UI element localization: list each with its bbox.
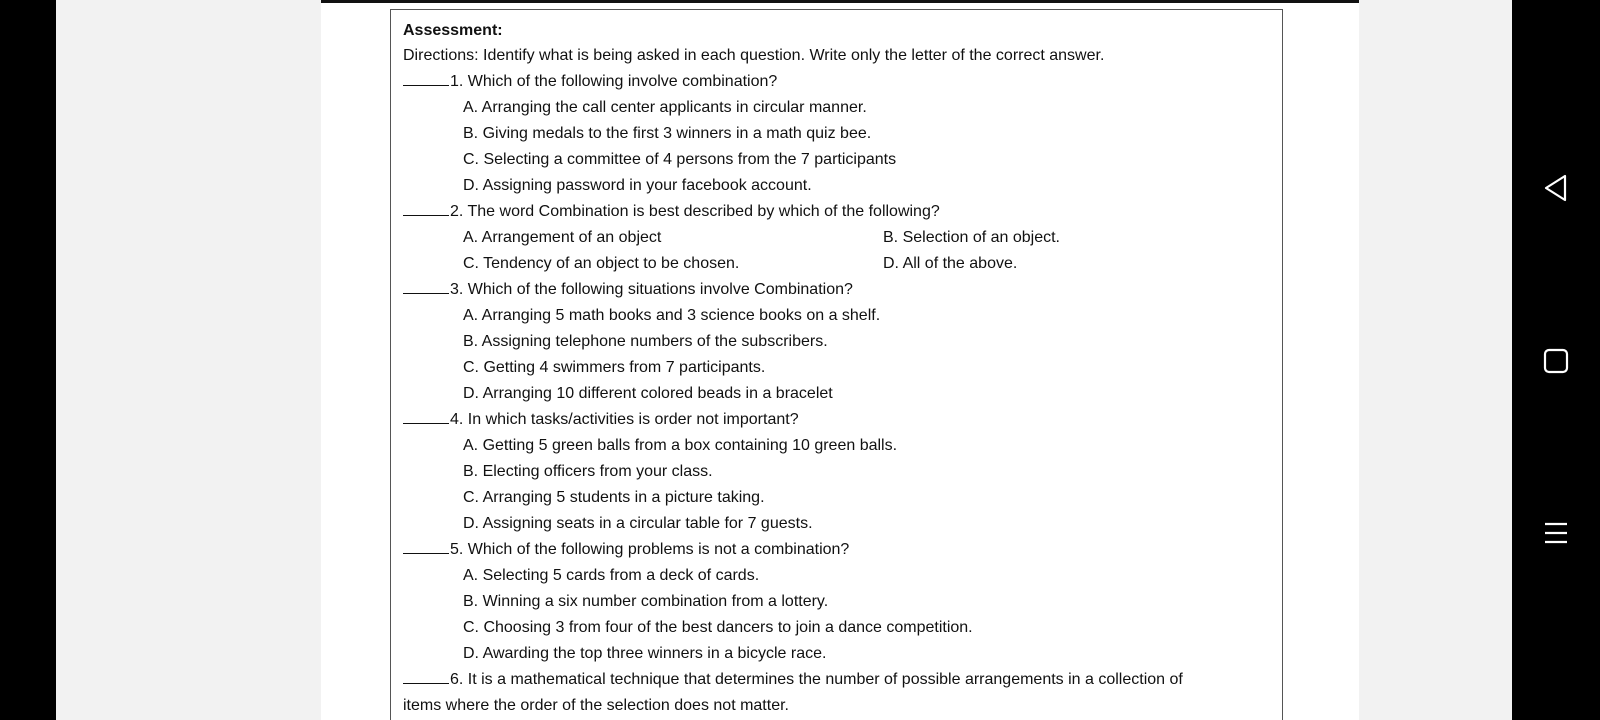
recents-button[interactable] — [1512, 503, 1600, 563]
answer-blank — [403, 541, 449, 554]
option-5b: B. Winning a six number combination from a lottery. — [463, 593, 829, 610]
question-1 — [403, 72, 777, 92]
assessment-box — [390, 9, 1283, 720]
option-4a: A. Getting 5 green balls from a box containing 10 green balls. — [463, 437, 898, 454]
option-3a: A. Arranging 5 math books and 3 science books on a shelf. — [463, 307, 881, 324]
document-viewer[interactable] — [56, 0, 1512, 720]
question-text: 6. It is a mathematical technique that determines the number of possible arrangements in a collection of — [450, 671, 1183, 688]
option-1a: A. Arranging the call center applicants in circular manner. — [463, 99, 867, 116]
question-4 — [403, 410, 799, 430]
question-text: 4. In which tasks/activities is order not important? — [450, 411, 799, 428]
option-3d: D. Arranging 10 different colored beads in a bracelet — [463, 385, 833, 402]
answer-blank — [403, 203, 449, 216]
option-3c: C. Getting 4 swimmers from 7 participants. — [463, 359, 766, 376]
option-3b: B. Assigning telephone numbers of the subscribers. — [463, 333, 828, 350]
back-button[interactable] — [1512, 158, 1600, 218]
android-nav-bar — [1512, 0, 1600, 720]
option-1c: C. Selecting a committee of 4 persons from the 7 participants — [463, 151, 897, 168]
directions-text: Directions: Identify what is being asked in each question. Write only the letter of the correct answer. — [403, 47, 1105, 64]
answer-blank — [403, 411, 449, 424]
question-6 — [403, 670, 1183, 690]
option-1b: B. Giving medals to the first 3 winners in a math quiz bee. — [463, 125, 872, 142]
option-2b: B. Selection of an object. — [883, 229, 1060, 246]
three-lines-menu-icon — [1541, 518, 1571, 548]
question-text: 5. Which of the following problems is not a combination? — [450, 541, 850, 558]
question-2 — [403, 202, 940, 222]
question-6-continued: items where the order of the selection does not matter. — [403, 697, 789, 714]
question-5 — [403, 540, 849, 560]
option-4c: C. Arranging 5 students in a picture taking. — [463, 489, 765, 506]
question-text: 1. Which of the following involve combination? — [450, 73, 778, 90]
option-5d: D. Awarding the top three winners in a bicycle race. — [463, 645, 827, 662]
answer-blank — [403, 671, 449, 684]
option-4d: D. Assigning seats in a circular table for 7 guests. — [463, 515, 813, 532]
answer-blank — [403, 73, 449, 86]
question-text: 3. Which of the following situations involve Combination? — [450, 281, 853, 298]
option-1d: D. Assigning password in your facebook account. — [463, 177, 812, 194]
assessment-title: Assessment: — [403, 22, 503, 39]
option-5c: C. Choosing 3 from four of the best dancers to join a dance competition. — [463, 619, 973, 636]
square-home-icon — [1541, 346, 1571, 376]
option-2a: A. Arrangement of an object — [463, 229, 662, 246]
document-page — [321, 0, 1359, 720]
option-5a: A. Selecting 5 cards from a deck of cards. — [463, 567, 760, 584]
option-2c: C. Tendency of an object to be chosen. — [463, 255, 740, 272]
home-button[interactable] — [1512, 331, 1600, 391]
answer-blank — [403, 281, 449, 294]
question-3 — [403, 280, 853, 300]
triangle-back-icon — [1541, 173, 1571, 203]
option-2d: D. All of the above. — [883, 255, 1018, 272]
option-4b: B. Electing officers from your class. — [463, 463, 713, 480]
question-text: 2. The word Combination is best described by which of the following? — [450, 203, 940, 220]
